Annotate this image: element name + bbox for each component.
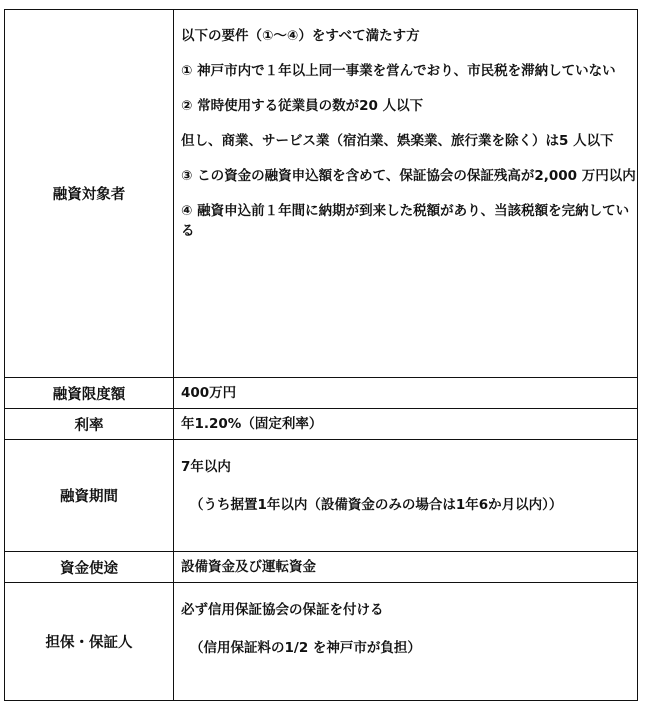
row-label: 利率 bbox=[5, 409, 174, 440]
row-value bbox=[174, 552, 638, 583]
limit-value: 400万円 bbox=[181, 385, 237, 401]
row-label: 融資限度額 bbox=[5, 378, 174, 409]
requirement-3: ③ この資金の融資申込額を含めて、保証協会の保証残高が2,000 万円以内 bbox=[181, 168, 636, 184]
guarantee-value: 必ず信用保証協会の保証を付ける bbox=[181, 602, 384, 618]
row-value bbox=[174, 440, 638, 552]
row-value bbox=[174, 409, 638, 440]
requirement-intro: 以下の要件（①～④）をすべて満たす方 bbox=[181, 28, 420, 44]
table-row-target bbox=[5, 10, 638, 378]
table-row-period bbox=[5, 440, 638, 552]
requirement-2-note: 但し、商業、サービス業（宿泊業、娯楽業、旅行業を除く）は5 人以下 bbox=[181, 133, 614, 149]
table-row-limit bbox=[5, 378, 638, 409]
row-value bbox=[174, 378, 638, 409]
table-row-guarantee bbox=[5, 583, 638, 701]
row-value bbox=[174, 583, 638, 701]
loan-conditions-table bbox=[4, 9, 638, 701]
row-label: 資金使途 bbox=[5, 552, 174, 583]
row-label: 融資対象者 bbox=[5, 10, 174, 378]
use-value: 設備資金及び運転資金 bbox=[181, 559, 316, 575]
row-label: 融資期間 bbox=[5, 440, 174, 552]
guarantee-note: （信用保証料の1/2 を神戸市が負担） bbox=[190, 640, 421, 656]
requirement-2: ② 常時使用する従業員の数が20 人以下 bbox=[181, 98, 424, 114]
requirement-4: ④ 融資申込前１年間に納期が到来した税額があり、当該税額を完納している bbox=[181, 203, 630, 239]
period-value: 7年以内 bbox=[181, 459, 231, 475]
table-row-use bbox=[5, 552, 638, 583]
rate-value: 年1.20%（固定利率） bbox=[181, 416, 323, 432]
row-label: 担保・保証人 bbox=[5, 583, 174, 701]
period-note: （うち据置1年以内（設備資金のみの場合は1年6か月以内）） bbox=[190, 497, 563, 513]
row-value bbox=[174, 10, 638, 378]
table-row-rate bbox=[5, 409, 638, 440]
requirement-1: ① 神戸市内で１年以上同一事業を営んでおり、市民税を滞納していない bbox=[181, 63, 616, 79]
